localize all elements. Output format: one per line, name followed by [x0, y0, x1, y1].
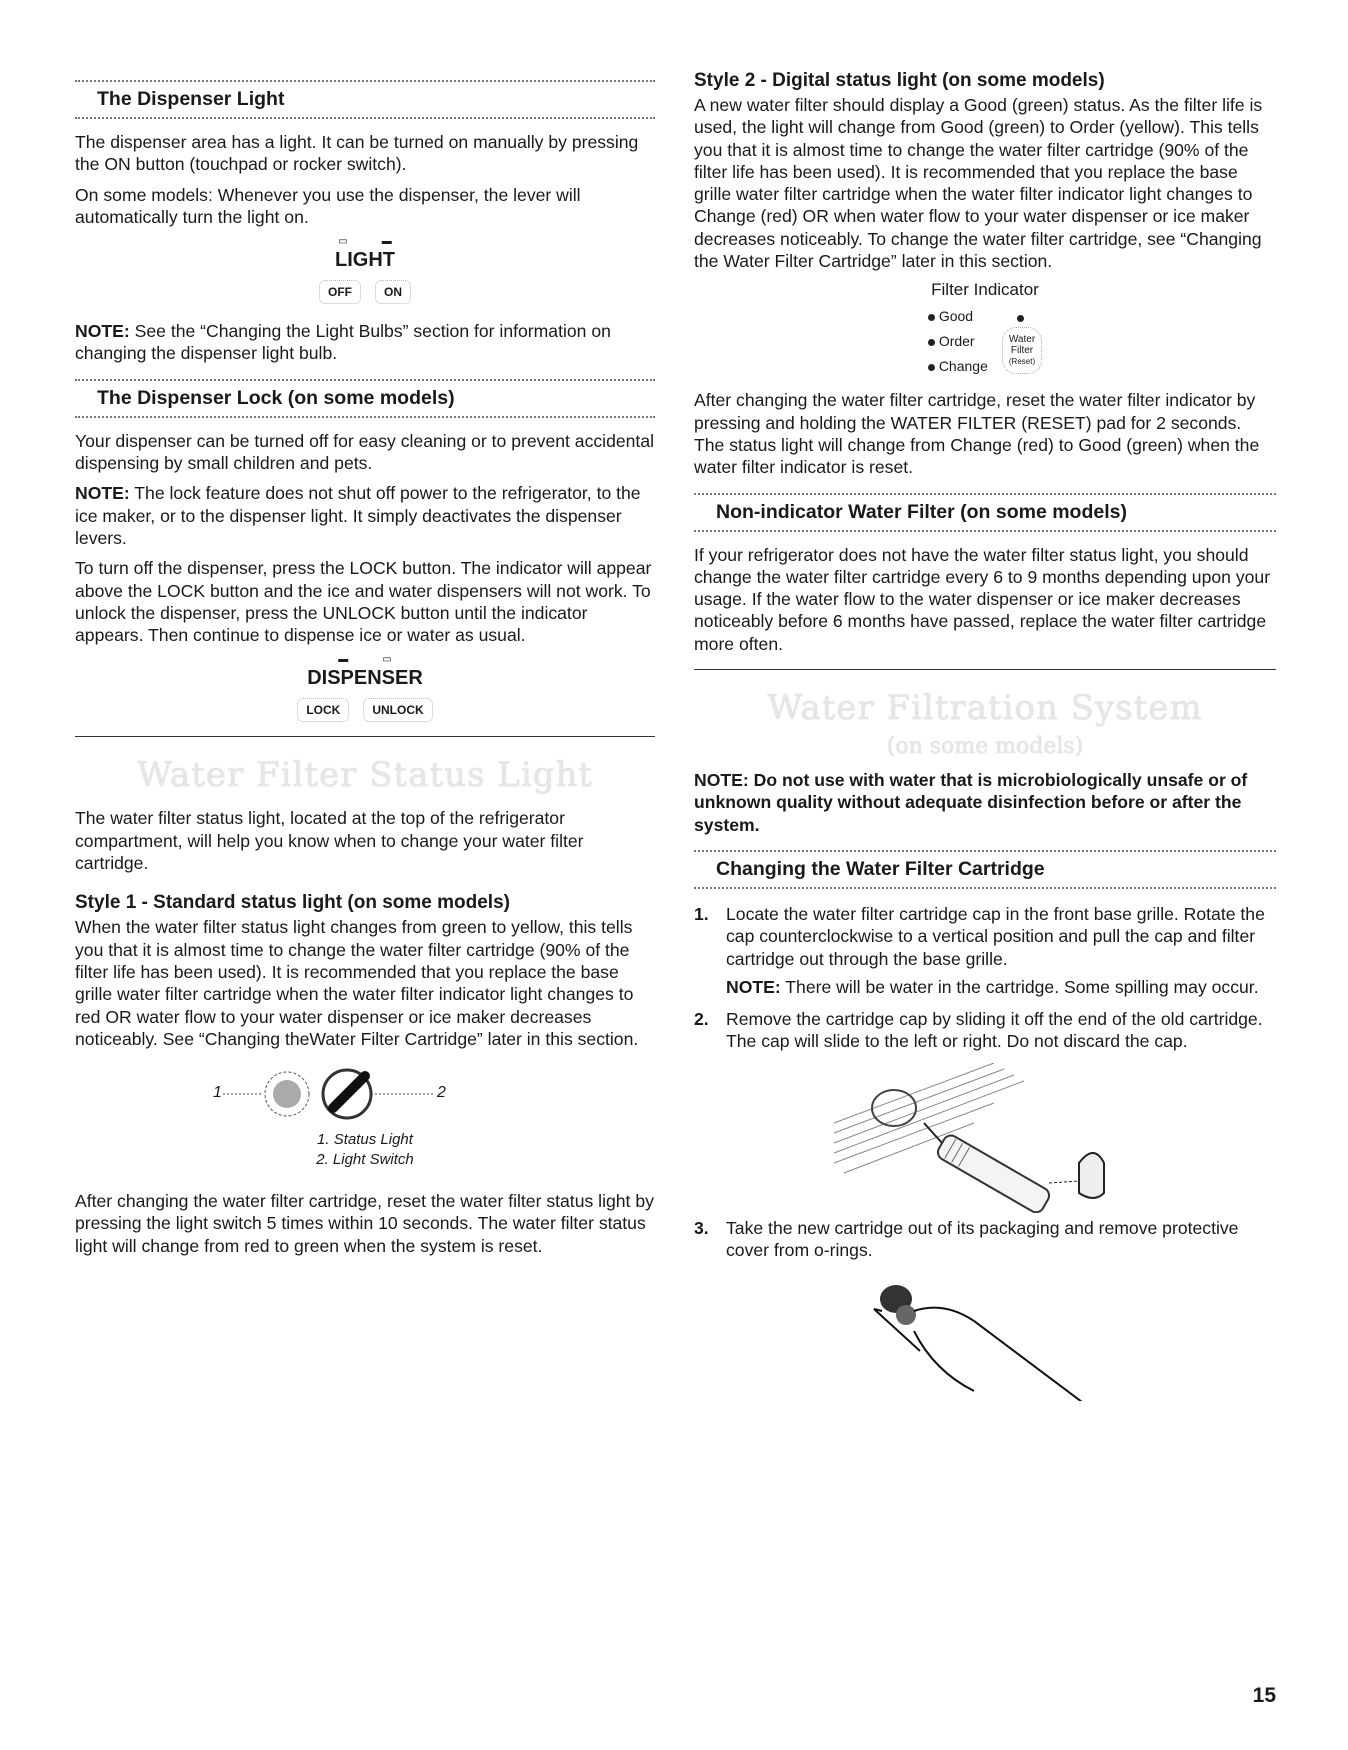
callout-1: 1: [213, 1084, 222, 1102]
note-text: See the “Changing the Light Bulbs” section for information on changing the dispenser light bulb.: [75, 321, 611, 364]
change-label: Change: [938, 358, 988, 375]
steps-list: [694, 1217, 1276, 1262]
lock-label: LOCK: [297, 698, 349, 722]
step-text: Locate the water filter cartridge cap in the front base grille. Rotate the cap counterclockwise to a vertical position and pull the cap and filter cartridge out through the base grille.: [726, 903, 1265, 969]
filter-indicator-title: Filter Indicator: [931, 280, 1039, 300]
page-number: 15: [1252, 1684, 1276, 1707]
caption-line: 1. Status Light: [317, 1131, 413, 1149]
step-number: 2.: [694, 1009, 709, 1030]
filtration-subtitle: (on some models): [886, 734, 1084, 760]
paragraph: To turn off the dispenser, press the LOCK button. The indicator will appear above the LOCK button and the ice and water dispensers will not work. To unlock the dispenser, press the UNLOCK button until the indicator appears. Then continue to dispense ice or water as usual.: [75, 558, 652, 646]
note: [75, 482, 655, 549]
filtration-title: Water Filtration System: [767, 688, 1203, 729]
style2-heading: Style 2 - Digital status light (on some models): [694, 70, 1105, 91]
paragraph: Your dispenser can be turned off for easy cleaning or to prevent accidental dispensing by small children and pets.: [75, 430, 655, 474]
note-text: The lock feature does not shut off power to the refrigerator, to the ice maker, or to the dispenser light. It simply deactivates the dispenser levers.: [75, 483, 641, 548]
paragraph: On some models: Whenever you use the dispenser, the lever will automatically turn the light on.: [75, 184, 581, 227]
note-text: There will be water in the cartridge. Some spilling may occur.: [780, 976, 1259, 997]
dispenser-figure-title: DISPENSER: [307, 667, 423, 690]
light-figure-title: LIGHT: [335, 249, 395, 272]
caption-line: 2. Light Switch: [316, 1151, 414, 1169]
water-filter-reset-button: [1002, 309, 1042, 374]
step-item: [694, 1217, 1276, 1262]
good-label: Good: [938, 308, 974, 325]
step-number: 1.: [694, 903, 709, 924]
divider: [75, 736, 655, 737]
divider: [694, 669, 1276, 670]
button-text: (Reset): [1008, 357, 1036, 367]
step-item: [694, 903, 1276, 998]
new-cartridge-illustration: [694, 1271, 1276, 1401]
filter-indicator-figure: [694, 280, 1276, 379]
unlock-label: UNLOCK: [363, 698, 432, 722]
cartridge-removal-illustration: [694, 1063, 1276, 1213]
status-dot: [928, 364, 935, 371]
dispenser-light-heading: The Dispenser Light: [75, 80, 655, 119]
dispenser-lock-heading: The Dispenser Lock (on some models): [75, 379, 655, 418]
paragraph: After changing the water filter cartridge, reset the water filter status light by pressing the light switch 5 times within 10 seconds. The water filter status light will change from red to green when the system is reset.: [75, 1191, 654, 1256]
left-column: [75, 62, 655, 1265]
step-item: [694, 1008, 1276, 1053]
status-dot: [928, 339, 935, 346]
indicator-dot: [1017, 315, 1024, 322]
button-text: Water: [1008, 334, 1036, 346]
paragraph: The water filter status light, located at the top of the refrigerator compartment, will help you know when to change your water filter cartridge.: [75, 808, 584, 874]
paragraph: After changing the water filter cartridge, reset the water filter indicator by pressing and holding the WATER FILTER (RESET) pad for 2 seconds. The status light will change from Change (red) to Good (green) when the water filter indicator is reset.: [694, 390, 1260, 478]
steps-list: [694, 903, 1276, 1053]
step-number: 3.: [694, 1217, 709, 1238]
figure-caption: [75, 1130, 655, 1170]
paragraph: A new water filter should display a Good (green) status. As the filter life is used, the light will change from Good (green) to Order (yellow). This tells you that it is almost time to change the water filter cartridge (90% of the filter life has been used). It is recommended that you replace the base grille water filter cartridge when the water filter indicator light changes to Change (red) OR when water flow to your water dispenser or ice maker decreases noticeably. To change the water filter cartridge, see “Changing the Water Filter Cartridge” later in this section.: [694, 95, 1263, 272]
note-label: NOTE:: [75, 321, 130, 342]
non-indicator-heading: Non-indicator Water Filter (on some models): [694, 493, 1276, 532]
note-label: NOTE:: [75, 483, 130, 504]
status-dot: [928, 314, 935, 321]
status-light-title: Water Filter Status Light: [136, 755, 594, 796]
light-figure: [75, 236, 655, 304]
indicator-marks: ▭▬: [338, 236, 426, 248]
status-light-figure: [75, 1064, 655, 1124]
status-light-illustration: [75, 1064, 655, 1124]
reset-button-face: [1002, 327, 1042, 374]
right-column: [694, 62, 1276, 1401]
off-label: OFF: [319, 280, 361, 304]
paragraph: If your refrigerator does not have the water filter status light, you should change the water filter cartridge every 6 to 9 months depending upon your usage. If the water flow to the water dispenser or ice maker decreases noticeably before 6 months have passed, replace the water filter cartridge more often.: [694, 544, 1271, 654]
safety-note: NOTE: Do not use with water that is microbiologically unsafe or of unknown quality without adequate disinfection before or after the system.: [694, 770, 1248, 835]
note: [75, 320, 655, 365]
note-label: NOTE:: [726, 976, 781, 997]
indicator-list: [928, 304, 988, 379]
indicator-marks: ▬▭: [338, 654, 426, 666]
step-text: Remove the cartridge cap by sliding it off the end of the old cartridge. The cap will slide to the left or right. Do not discard the cap.: [726, 1009, 1263, 1052]
callout-2: 2: [437, 1084, 446, 1102]
style1-heading: Style 1 - Standard status light (on some models): [75, 892, 510, 914]
dispenser-figure: [75, 654, 655, 722]
order-label: Order: [938, 333, 975, 350]
paragraph: When the water filter status light changes from green to yellow, this tells you that it is almost time to change the water filter cartridge (90% of the filter life has been used). It is recommended that you replace the base grille water filter cartridge when the water filter indicator light changes to red OR water flow to your water dispenser or ice maker decreases noticeably. See “Changing theWater Filter Cartridge” later in this section.: [75, 917, 639, 1049]
paragraph: The dispenser area has a light. It can be turned on manually by pressing the ON button (touchpad or rocker switch).: [75, 132, 639, 175]
on-label: ON: [375, 280, 411, 304]
changing-heading: Changing the Water Filter Cartridge: [694, 850, 1276, 889]
button-text: Filter: [1010, 345, 1034, 357]
step-note: [726, 976, 1276, 998]
step-text: Take the new cartridge out of its packaging and remove protective cover from o-rings.: [726, 1217, 1239, 1261]
